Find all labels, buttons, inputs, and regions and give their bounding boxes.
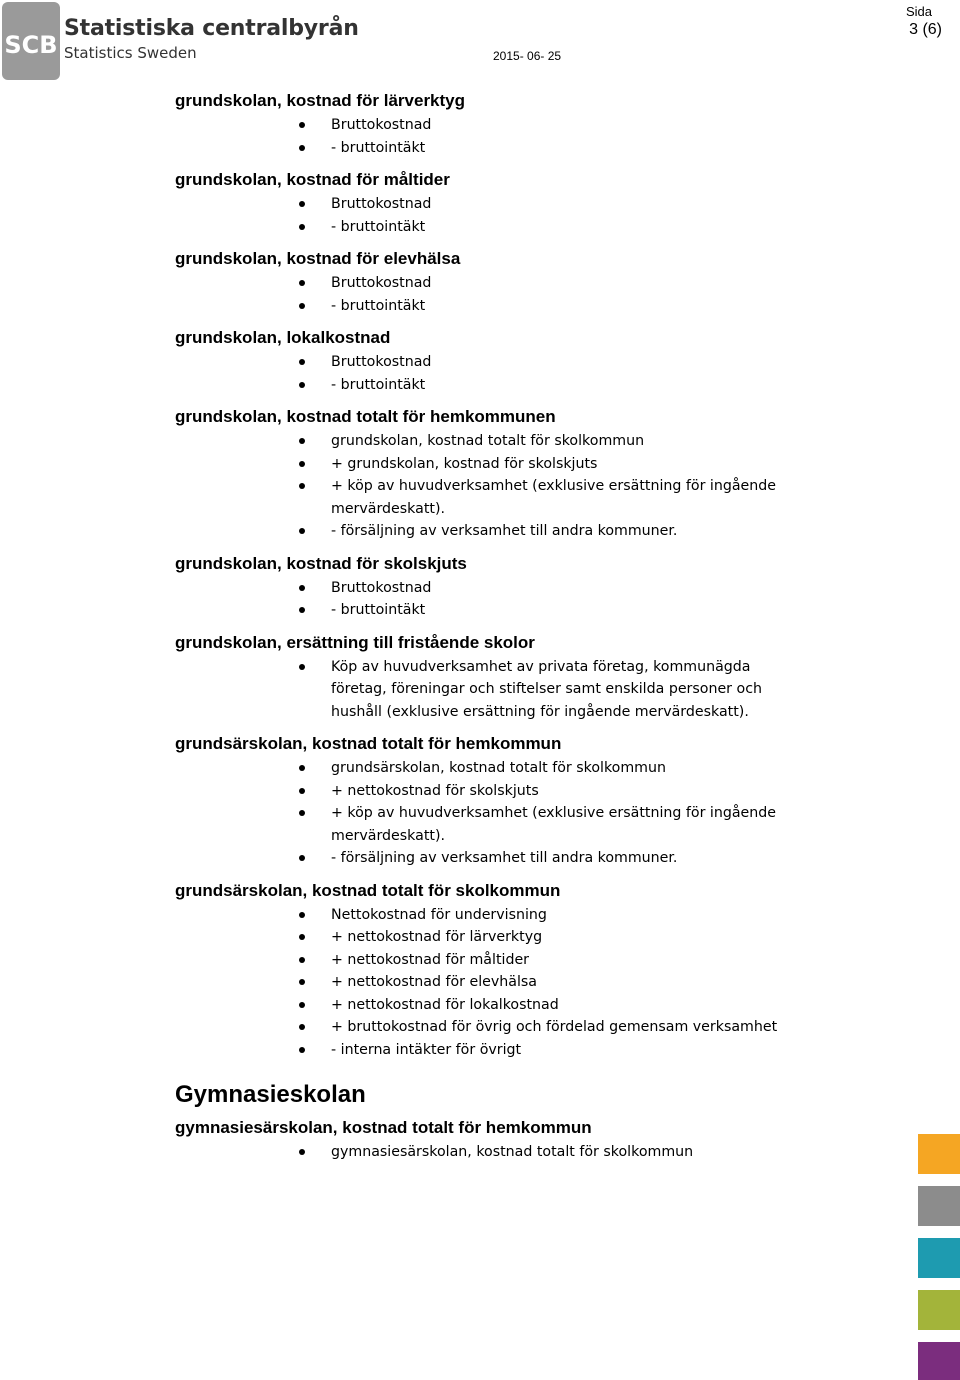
section: [175, 878, 795, 1062]
bullet-item: + bruttokostnad för övrig och fördelad gemensam verksamhet: [175, 1016, 795, 1039]
bullet-item: - bruttointäkt: [175, 216, 795, 239]
scb-logo-mark: [2, 2, 60, 80]
bullet-item: + nettokostnad för elevhälsa: [175, 971, 795, 994]
bullet-item: + nettokostnad för lokalkostnad: [175, 994, 795, 1017]
bullet-item: Bruttokostnad: [175, 351, 795, 374]
bullet-item: - bruttointäkt: [175, 137, 795, 160]
bullet-list: [175, 904, 795, 1062]
page-label: Sida: [905, 4, 932, 19]
bullet-item: Nettokostnad för undervisning: [175, 904, 795, 927]
section: [175, 731, 795, 870]
section-heading: grundsärskolan, kostnad totalt för skolkommun: [175, 880, 561, 900]
bullet-item: gymnasiesärskolan, kostnad totalt för skolkommun: [175, 1141, 795, 1164]
bullet-list: [175, 757, 795, 870]
bullet-item: Bruttokostnad: [175, 114, 795, 137]
section-list: [175, 88, 795, 1061]
section-heading: grundskolan, kostnad för elevhälsa: [175, 249, 461, 268]
major-heading: Gymnasieskolan: [175, 1081, 366, 1108]
bullet-list: [175, 577, 795, 622]
bullet-item: - försäljning av verksamhet till andra kommuner.: [175, 520, 795, 543]
color-bar-grey: [918, 1186, 960, 1226]
section-heading: grundskolan, lokalkostnad: [175, 328, 391, 347]
section: [175, 404, 795, 543]
section: [175, 1115, 795, 1164]
section: [175, 88, 795, 159]
bullet-item: + nettokostnad för måltider: [175, 949, 795, 972]
section-heading: gymnasiesärskolan, kostnad totalt för hemkommun: [175, 1118, 592, 1137]
page-number: 3 (6): [909, 21, 942, 38]
bullet-item: + köp av huvudverksamhet (exklusive ersättning för ingående mervärdeskatt).: [175, 802, 795, 847]
color-bar-teal: [918, 1238, 960, 1278]
logo-title: Statistiska centralbyrån: [64, 16, 359, 41]
document-body: [175, 88, 795, 1172]
bullet-item: - bruttointäkt: [175, 295, 795, 318]
bullet-item: grundskolan, kostnad totalt för skolkommun: [175, 430, 795, 453]
section-heading: grundskolan, kostnad totalt för hemkommunen: [175, 407, 556, 426]
bullet-list: [175, 351, 795, 396]
section-heading: grundskolan, ersättning till fristående skolor: [175, 632, 535, 652]
bullet-list: [175, 1141, 795, 1164]
bullet-list: [175, 656, 795, 724]
section: [175, 551, 795, 622]
bullet-item: + grundskolan, kostnad för skolskjuts: [175, 453, 795, 476]
bullet-item: Bruttokostnad: [175, 193, 795, 216]
section-heading: grundskolan, kostnad för lärverktyg: [175, 91, 466, 110]
bullet-item: + nettokostnad för skolskjuts: [175, 780, 795, 803]
bullet-item: Bruttokostnad: [175, 577, 795, 600]
bullet-item: + nettokostnad för lärverktyg: [175, 926, 795, 949]
bullet-list: [175, 114, 795, 159]
color-bar-green: [918, 1290, 960, 1330]
section-heading: grundskolan, kostnad för måltider: [175, 170, 450, 189]
scb-logo: [0, 0, 359, 84]
bullet-item: - interna intäkter för övrigt: [175, 1039, 795, 1062]
section: [175, 325, 795, 396]
section: [175, 167, 795, 238]
color-bars: [918, 1134, 960, 1380]
bullet-item: grundsärskolan, kostnad totalt för skolkommun: [175, 757, 795, 780]
section: [175, 630, 795, 724]
bullet-item: - bruttointäkt: [175, 374, 795, 397]
bullet-list: [175, 272, 795, 317]
color-bar-purple: [918, 1342, 960, 1380]
svg-text:SCB: SCB: [4, 31, 58, 59]
bullet-item: - bruttointäkt: [175, 599, 795, 622]
section-heading: grundskolan, kostnad för skolskjuts: [175, 553, 467, 573]
section-heading: grundsärskolan, kostnad totalt för hemkommun: [175, 734, 562, 753]
bullet-item: - försäljning av verksamhet till andra kommuner.: [175, 847, 795, 870]
bullet-item: Köp av huvudverksamhet av privata företag, kommunägda företag, föreningar och stiftelser samt enskilda personer och hushåll (exklusive ersättning för ingående mervärdeskatt).: [175, 656, 795, 724]
bullet-list: [175, 193, 795, 238]
logo-subtitle: Statistics Sweden: [64, 44, 197, 62]
bullet-item: + köp av huvudverksamhet (exklusive ersättning för ingående mervärdeskatt).: [175, 475, 795, 520]
document-date: 2015- 06- 25: [493, 49, 562, 63]
color-bar-orange: [918, 1134, 960, 1174]
bullet-list: [175, 430, 795, 543]
section: [175, 246, 795, 317]
bullet-item: Bruttokostnad: [175, 272, 795, 295]
